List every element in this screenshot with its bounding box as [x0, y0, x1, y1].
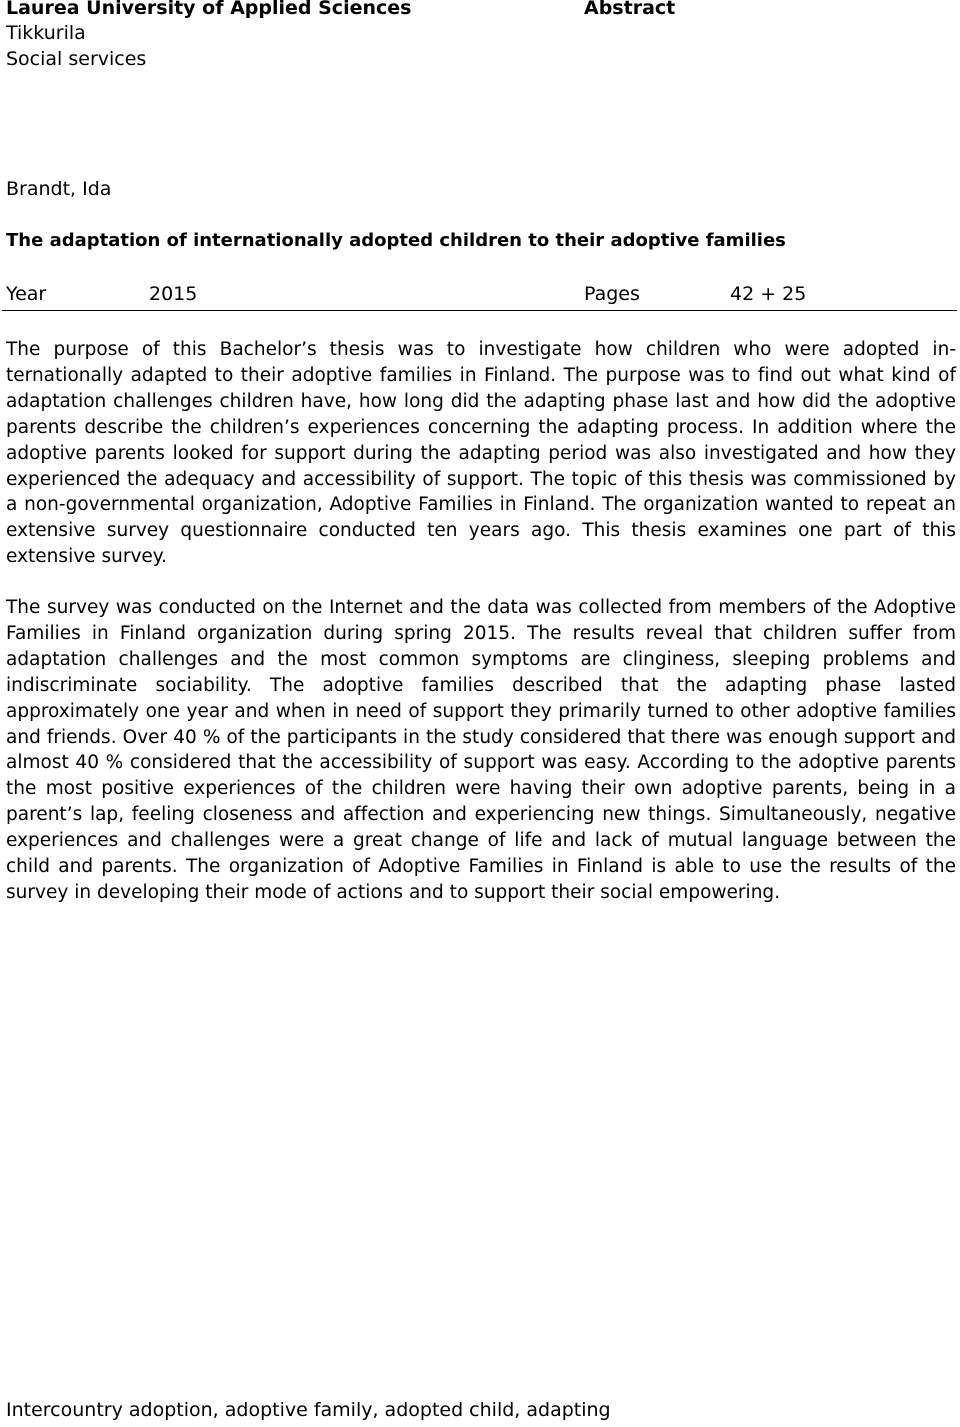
pages-value: 42 + 25	[730, 283, 807, 305]
abstract-paragraph-1: The purpose of this Bachelor’s thesis was to investigate how children who were adopted internationally adapted to their adoptive families in Finland. The purpose was to find out what kind of adaptation challenges children have, how long did the adapting phase last and how did the adoptive parents describe the children’s experiences concerning the adapting process. In addition where the adoptive parents looked for support during the adapting period was also investigated and how they experienced the adequacy and accessibility of support. The topic of this thesis was commissioned by a non-governmental organization, Adoptive Families in Finland. The organization wanted to repeat an extensive survey questionnaire conducted ten years ago. This thesis examines one part of this extensive survey.	[6, 339, 956, 568]
thesis-title: The adaptation of internationally adopted children to their adoptive families	[6, 230, 786, 251]
campus-name: Tikkurila	[6, 22, 86, 44]
institution-name: Laurea University of Applied Sciences	[6, 0, 412, 19]
year-value: 2015	[149, 283, 198, 305]
author-name: Brandt, Ida	[6, 178, 112, 200]
document-type: Abstract	[584, 0, 676, 19]
divider-rule	[2, 310, 957, 311]
year-label: Year	[6, 283, 47, 305]
program-name: Social services	[6, 48, 147, 70]
abstract-paragraph-2: The survey was conducted on the Internet and the data was collected from members of the Adoptive Families in Finland organization during spring 2015. The results reveal that children suffer from adaptation challenges and the most common symptoms are clinginess, sleeping problems and indiscriminate sociability. The adoptive families described that the adapting phase lasted approximately one year and when in need of support they primarily turned to other adoptive families and friends. Over 40 % of the participants in the study considered that there was enough support and almost 40 % considered that the accessibility of support was easy. According to the adoptive parents the most positive experiences of the children were having their own adoptive parents, being in a parent’s lap, feeling closeness and affection and experiencing new things. Simultaneously, negative experiences and challenges were a great change of life and lack of mutual language between the child and parents. The organization of Adoptive Families in Finland is able to use the results of the survey in developing their mode of actions and to support their social empowering.	[6, 597, 956, 903]
keywords: Intercountry adoption, adoptive family, adopted child, adapting	[6, 1399, 611, 1421]
pages-label: Pages	[584, 283, 640, 305]
